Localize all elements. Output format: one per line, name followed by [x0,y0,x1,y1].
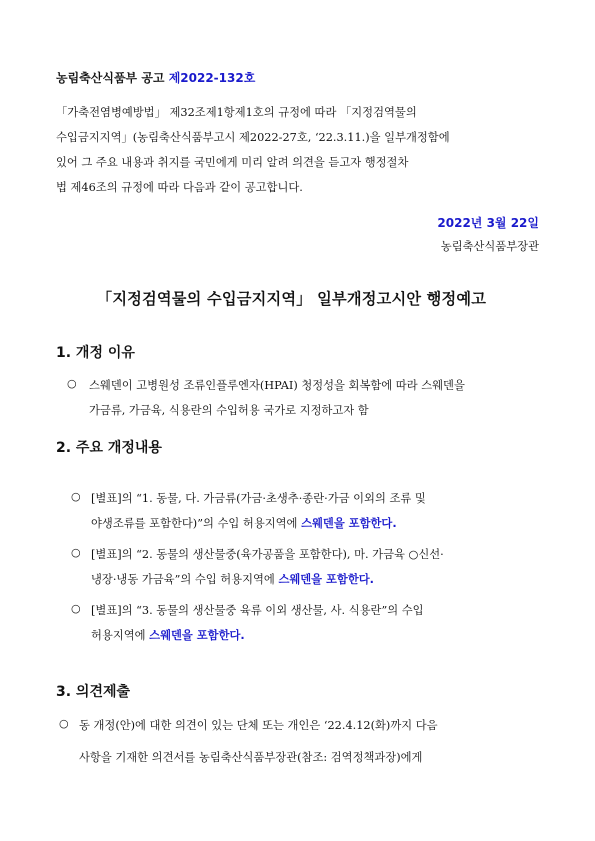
notice-date: 2022년 3월 22일 [437,216,539,230]
notice-number: 제2022-132호 [168,71,256,85]
section-1-heading: 1. 개정 이유 [56,345,135,361]
section-2-item-1-line-1: [별표]의 “1. 동물, 다. 가금류(가금·초생추·종란·가금 이외의 조류 및 [91,492,426,505]
section-3-item-1-line-1: 동 개정(안)에 대한 의견이 있는 단체 또는 개인은 ‘22.4.12(화)까지 다음 [79,719,438,732]
section-2-item-2-line-2-text: 냉장·냉동 가금육”의 수입 허용지역에 [91,573,279,586]
section-2-item-1-emphasis: 스웨덴을 포함한다. [301,517,397,530]
intro-line-1: 「가축전염병예방법」 제32조제1항제1호의 규정에 따라 「지정검역물의 [56,106,417,119]
notice-agency: 농림축산식품부 공고 [56,71,169,85]
section-3-heading: 3. 의견제출 [56,684,131,700]
intro-line-2: 수입금지지역」(농림축산식품부고시 제2022-27호, ‘22.3.11.)을 일부개정함에 [56,131,450,144]
main-title: 「지정검역물의 수입금지지역」 일부개정고시안 행정예고 [96,290,487,308]
signer: 농림축산식품부장관 [440,240,539,253]
section-2-item-3-line-2 [91,627,245,643]
section-2-item-2-emphasis: 스웨덴을 포함한다. [278,573,374,586]
intro-line-4: 법 제46조의 규정에 따라 다음과 같이 공고합니다. [56,181,303,194]
section-2-item-1-line-2-text: 야생조류를 포함한다)”의 수입 허용지역에 [91,517,302,530]
section-2-item-2-line-2 [91,571,374,587]
section-1-item-1-line-1: 스웨덴이 고병원성 조류인플루엔자(HPAI) 청정성을 회복함에 따라 스웨덴을 [89,379,465,392]
section-2-item-3-line-2-text: 허용지역에 [91,629,150,642]
section-2-heading: 2. 주요 개정내용 [56,440,162,456]
section-3-item-1-line-2: 사항을 기재한 의견서를 농림축산식품부장관(참조: 검역정책과장)에게 [79,751,423,764]
notice-title [56,69,255,86]
section-1-item-1-line-2: 가금류, 가금육, 식용란의 수입허용 국가로 지정하고자 함 [89,404,369,417]
section-2-item-1-line-2 [91,515,397,531]
section-2-item-3-line-1: [별표]의 “3. 동물의 생산물중 육류 이외 생산물, 사. 식용란”의 수입 [91,604,424,617]
bullet-symbol: ○ [71,546,81,559]
intro-line-3: 있어 그 주요 내용과 취지를 국민에게 미리 알려 의견을 듣고자 행정절차 [56,156,409,169]
section-2-item-2-line-1: [별표]의 “2. 동물의 생산물중(육가공품을 포함한다), 마. 가금육 ○신선· [91,548,444,561]
section-2-item-3-emphasis: 스웨덴을 포함한다. [149,629,245,642]
bullet-symbol: ○ [71,602,81,615]
bullet-symbol: ○ [59,717,69,730]
bullet-symbol: ○ [71,490,81,503]
bullet-symbol: ○ [67,377,77,390]
